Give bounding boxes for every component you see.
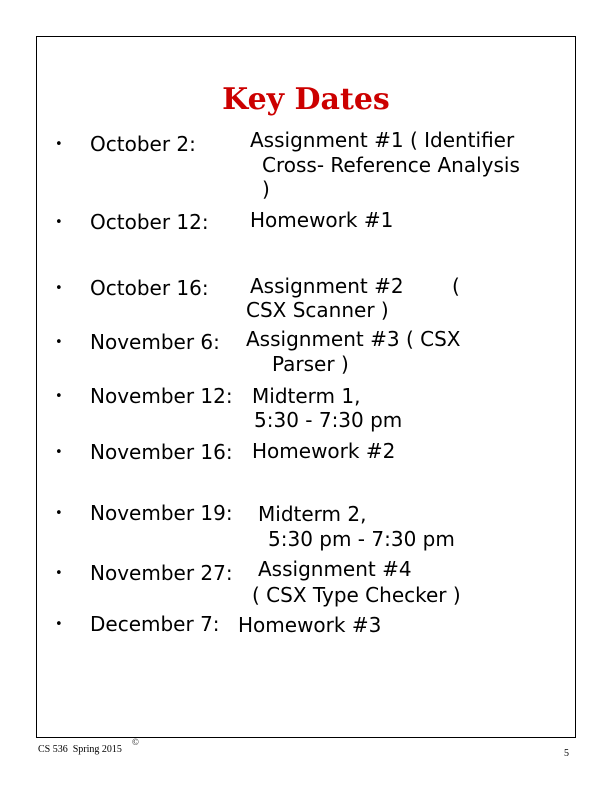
item-description: 5:30 pm - 7:30 pm bbox=[268, 527, 455, 551]
item-description: Homework #1 bbox=[250, 208, 394, 232]
bullet-icon: • bbox=[55, 137, 63, 152]
item-description: Midterm 1, bbox=[252, 384, 361, 408]
item-description: Homework #2 bbox=[252, 439, 396, 463]
item-date: November 16: bbox=[90, 440, 233, 464]
item-date: October 16: bbox=[90, 276, 209, 300]
item-description: Cross- Reference Analysis bbox=[262, 153, 520, 177]
item-description: ( bbox=[452, 274, 460, 298]
item-date: November 6: bbox=[90, 330, 220, 354]
item-date: December 7: bbox=[90, 612, 220, 636]
bullet-icon: • bbox=[55, 617, 63, 632]
item-description: Midterm 2, bbox=[258, 502, 367, 526]
bullet-icon: • bbox=[55, 445, 63, 460]
copyright-icon: © bbox=[132, 737, 139, 747]
item-description: 5:30 - 7:30 pm bbox=[254, 408, 403, 432]
item-date: October 2: bbox=[90, 132, 196, 156]
item-description: Assignment #3 ( CSX bbox=[246, 327, 461, 351]
bullet-icon: • bbox=[55, 281, 63, 296]
bullet-icon: • bbox=[55, 566, 63, 581]
bullet-icon: • bbox=[55, 215, 63, 230]
item-description: CSX Scanner ) bbox=[246, 298, 389, 322]
item-date: November 19: bbox=[90, 501, 233, 525]
item-date: October 12: bbox=[90, 210, 209, 234]
item-description: ( CSX Type Checker ) bbox=[252, 583, 461, 607]
bullet-icon: • bbox=[55, 335, 63, 350]
item-description: Assignment #1 ( Identifier bbox=[250, 128, 515, 152]
page-number: 5 bbox=[564, 748, 569, 759]
item-description: Homework #3 bbox=[238, 613, 382, 637]
slide-title: Key Dates bbox=[222, 82, 390, 117]
item-date: November 12: bbox=[90, 384, 233, 408]
item-description: Assignment #4 bbox=[258, 557, 412, 581]
bullet-icon: • bbox=[55, 506, 63, 521]
item-description: Assignment #2 bbox=[250, 274, 404, 298]
bullet-icon: • bbox=[55, 389, 63, 404]
item-description: Parser ) bbox=[272, 352, 349, 376]
footer-course: CS 536 Spring 2015 bbox=[38, 744, 122, 755]
item-description: ) bbox=[262, 177, 270, 201]
item-date: November 27: bbox=[90, 561, 233, 585]
